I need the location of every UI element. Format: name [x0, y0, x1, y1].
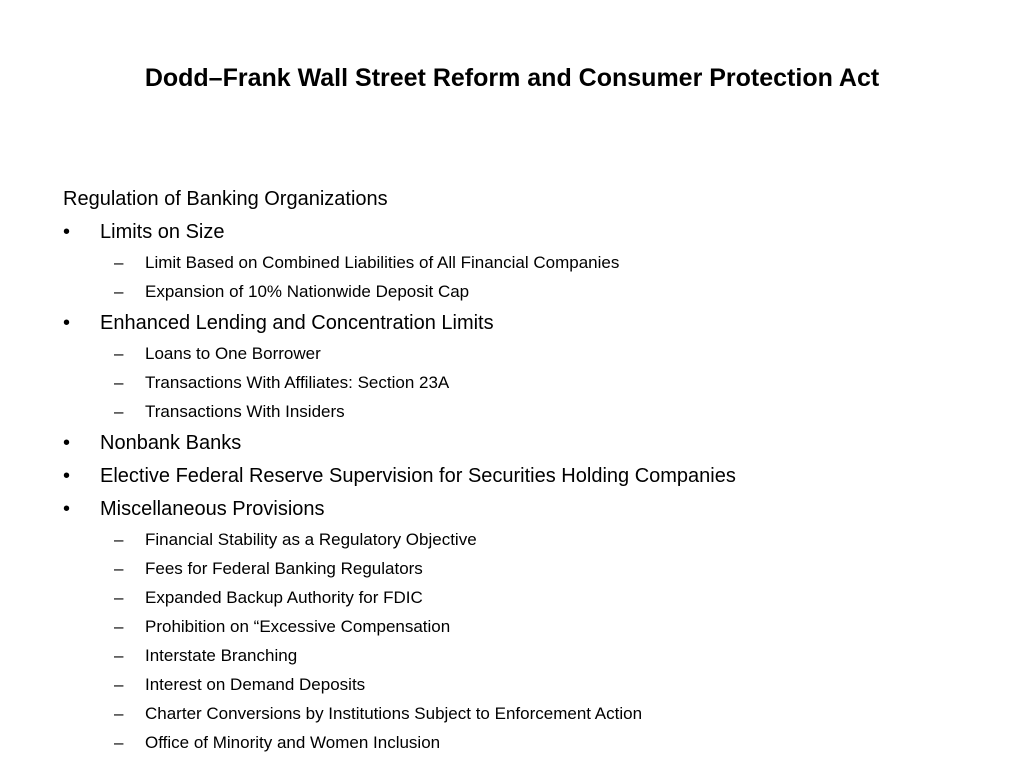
dash-icon: –: [114, 373, 124, 392]
outline-group: [63, 493, 1003, 757]
dash-icon: –: [114, 646, 124, 665]
slide-title: Dodd–Frank Wall Street Reform and Consumer Protection Act: [144, 64, 880, 92]
dash-icon: –: [114, 617, 124, 636]
sub-item-label: Interstate Branching: [145, 646, 298, 665]
sub-item: [63, 670, 1003, 699]
dash-icon: –: [114, 733, 124, 752]
bullet-item-label: Nonbank Banks: [100, 432, 242, 454]
sub-item-label: Transactions With Insiders: [145, 402, 345, 421]
bullet-item: [63, 460, 1003, 492]
sub-item-label: Limit Based on Combined Liabilities of All Financial Companies: [145, 253, 620, 272]
sub-item: [63, 339, 1003, 368]
sub-item-label: Charter Conversions by Institutions Subject to Enforcement Action: [145, 704, 643, 723]
bullet-item: [63, 493, 1003, 525]
bullet-item-label: Miscellaneous Provisions: [100, 498, 325, 520]
bullet-item: [63, 427, 1003, 459]
dash-icon: –: [114, 559, 124, 578]
bullet-item-label: Limits on Size: [100, 221, 225, 243]
section-heading: Regulation of Banking Organizations: [63, 188, 388, 210]
sub-item: [63, 612, 1003, 641]
outline-group: [63, 460, 1003, 492]
sub-item-label: Transactions With Affiliates: Section 23A: [145, 373, 450, 392]
dash-icon: –: [114, 530, 124, 549]
sub-item-label: Office of Minority and Women Inclusion: [145, 733, 441, 752]
dash-icon: –: [114, 704, 124, 723]
sub-item: [63, 728, 1003, 757]
dash-icon: –: [114, 402, 124, 421]
bullet-icon: •: [63, 465, 71, 487]
dash-icon: –: [114, 282, 124, 301]
outline-group: [63, 307, 1003, 426]
dash-icon: –: [114, 253, 124, 272]
sub-item-label: Expanded Backup Authority for FDIC: [145, 588, 423, 607]
sub-item-label: Fees for Federal Banking Regulators: [145, 559, 423, 578]
bullet-icon: •: [63, 312, 71, 334]
bullet-icon: •: [63, 498, 71, 520]
slide-body: [63, 183, 1003, 757]
sub-item: [63, 368, 1003, 397]
outline-group: [63, 427, 1003, 459]
bullet-item: [63, 307, 1003, 339]
sub-item-label: Interest on Demand Deposits: [145, 675, 366, 694]
sub-item-label: Expansion of 10% Nationwide Deposit Cap: [145, 282, 470, 301]
sub-item-label: Prohibition on “Excessive Compensation: [145, 617, 451, 636]
sub-item-label: Financial Stability as a Regulatory Objective: [145, 530, 477, 549]
sub-item: [63, 248, 1003, 277]
dash-icon: –: [114, 588, 124, 607]
outline-group: [63, 216, 1003, 306]
bullet-item: [63, 216, 1003, 248]
bullet-item-label: Enhanced Lending and Concentration Limits: [100, 312, 494, 334]
sub-item: [63, 699, 1003, 728]
bullet-icon: •: [63, 221, 71, 243]
sub-item: [63, 397, 1003, 426]
outline-list: [63, 216, 1003, 757]
dash-icon: –: [114, 344, 124, 363]
sub-item: [63, 525, 1003, 554]
bullet-icon: •: [63, 432, 71, 454]
sub-item: [63, 554, 1003, 583]
bullet-item-label: Elective Federal Reserve Supervision for Securities Holding Companies: [100, 465, 736, 487]
sub-item-label: Loans to One Borrower: [145, 344, 321, 363]
sub-item: [63, 277, 1003, 306]
sub-item: [63, 641, 1003, 670]
dash-icon: –: [114, 675, 124, 694]
sub-item: [63, 583, 1003, 612]
